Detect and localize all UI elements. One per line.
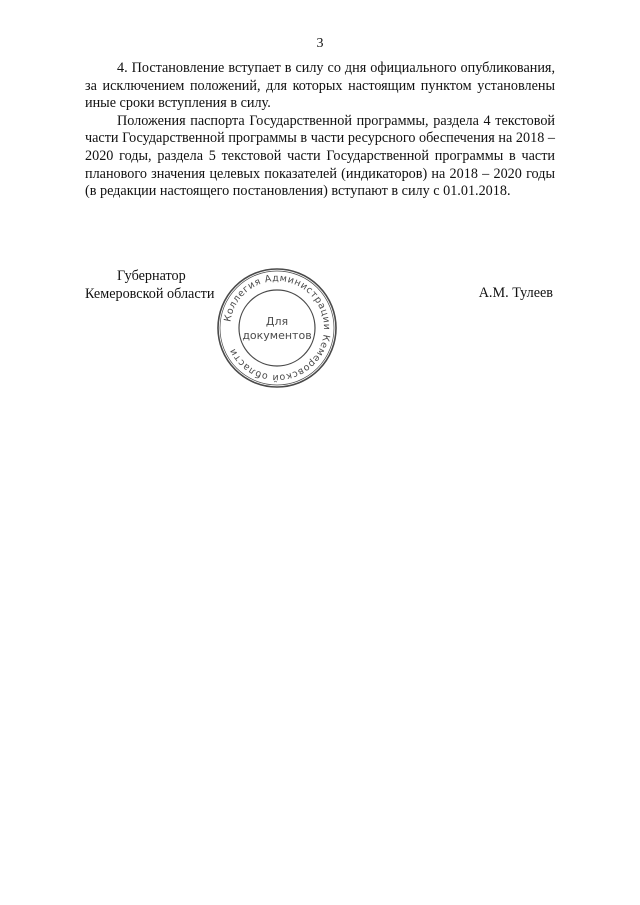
signatory-position: Губернатор	[117, 268, 186, 284]
paragraph-effective-date: 4. Постановление вступает в силу со дня официального опубликования, за исключением положений, для которых настоящим пунктом установлены иные сроки вступления в силу.	[85, 60, 555, 112]
seal-center-line2: документов	[242, 329, 312, 342]
seal-inner-ring	[239, 290, 315, 366]
paragraph-provisions: Положения паспорта Государственной программы, раздела 4 текстовой части Государственной программы в части ресурсного обеспечения на 2018 – 2020 годы, раздела 5 текстовой части Государственной программы в части планового значения целевых показателей (индикаторов) на 2018 – 2020 годы (в редакции настоящего постановления) вступают в силу с 01.01.2018.	[85, 112, 555, 200]
seal-outer-ring-inner-line	[220, 271, 334, 385]
seal-outer-ring	[218, 269, 336, 387]
signatory-region: Кемеровской области	[85, 285, 215, 302]
official-seal-stamp	[214, 265, 340, 391]
seal-center-line1: Для	[265, 315, 289, 328]
seal-ring-text: Коллегия Администрации Кемеровской области	[222, 272, 333, 384]
document-body	[85, 60, 555, 201]
page-number: 3	[316, 36, 324, 51]
signatory-name: А.М. Тулеев	[478, 285, 553, 301]
signatory-title	[85, 268, 214, 303]
